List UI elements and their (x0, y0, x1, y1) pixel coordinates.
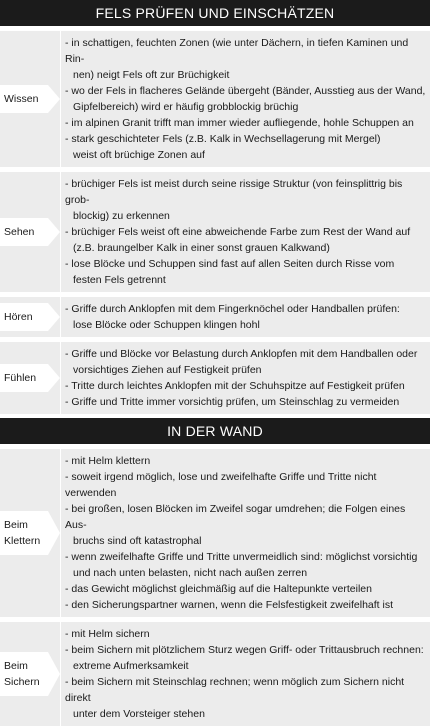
bullet-item (65, 453, 426, 469)
row-label (0, 364, 48, 392)
bullet-text: lose Blöcke und Schuppen sind fast auf allen Seiten durch Risse vom (71, 258, 395, 270)
bullet-dash: - (65, 471, 72, 483)
row-label-text: Beim (4, 519, 28, 531)
bullet-text: (z.B. braungelber Kalk in einer sonst grauen Kalkwand) (73, 242, 330, 254)
bullet-dash: - (65, 599, 72, 611)
bullet-text: im alpinen Granit trifft man immer wieder aufliegende, hohle Schuppen an (71, 117, 414, 129)
bullet-text: festen Fels getrennt (73, 274, 166, 286)
row-label (0, 218, 48, 246)
bullet-text: brüchiger Fels ist meist durch seine rissige Struktur (von feinsplittrig bis grob- (65, 178, 403, 206)
info-row (0, 297, 430, 337)
bullet-item (65, 626, 426, 642)
row-label-column (0, 342, 60, 414)
row-label-column (0, 297, 60, 337)
bullet-dash: - (65, 380, 72, 392)
row-label-text: Hören (4, 311, 33, 323)
bullet-dash: - (65, 455, 72, 467)
bullet-item (65, 301, 426, 333)
section-title-fels: FELS PRÜFEN UND EINSCHÄTZEN (0, 0, 430, 26)
row-label-text: Fühlen (4, 372, 37, 384)
row-label-text: Sichern (4, 676, 40, 688)
bullet-text: soweit irgend möglich, lose und zweifelhafte Griffe und Tritte nicht verwenden (65, 471, 377, 499)
bullet-item (65, 597, 426, 613)
bullet-text: in schattigen, feuchten Zonen (wie unter Dächern, in tiefen Kaminen und Rin- (65, 37, 409, 65)
bullet-item (65, 674, 426, 722)
row-content (60, 342, 430, 414)
bullet-dash: - (65, 583, 72, 595)
row-label (0, 85, 48, 113)
bullet-item (65, 83, 426, 115)
bullet-text: bruchs sind oft katastrophal (73, 535, 202, 547)
bullet-text: extreme Aufmerksamkeit (73, 660, 189, 672)
bullet-text: bei großen, losen Blöcken im Zweifel sogar umdrehen; die Folgen eines Aus- (65, 503, 406, 531)
bullet-text: lose Blöcke oder Schuppen klingen hohl (73, 319, 260, 331)
row-label-text: Wissen (4, 93, 39, 105)
bullet-item (65, 642, 426, 674)
info-row (0, 342, 430, 414)
bullet-item (65, 256, 426, 288)
bullet-text: Tritte durch leichtes Anklopfen mit der Schuhspitze auf Festigkeit prüfen (71, 380, 405, 392)
bullet-text: den Sicherungspartner warnen, wenn die Felsfestigkeit zweifelhaft ist (71, 599, 394, 611)
bullet-item (65, 224, 426, 256)
bullet-text: blockig) zu erkennen (73, 210, 170, 222)
bullet-text: nen) neigt Fels oft zur Brüchigkeit (73, 69, 230, 81)
row-label (0, 652, 48, 696)
row-content (60, 31, 430, 167)
bullet-text: das Gewicht möglichst gleichmäßig auf die Haltepunkte verteilen (71, 583, 372, 595)
bullet-dash: - (65, 644, 72, 656)
row-content (60, 622, 430, 726)
bullet-dash: - (65, 258, 72, 270)
info-row (0, 622, 430, 726)
bullet-text: stark geschichteter Fels (z.B. Kalk in Wechsellagerung mit Mergel) (71, 133, 381, 145)
bullet-text: wo der Fels in flacheres Gelände übergeht (Bänder, Ausstieg aus der Wand, (71, 85, 426, 97)
bullet-item (65, 501, 426, 549)
bullet-item (65, 394, 426, 410)
section-fels (0, 31, 430, 414)
bullet-item (65, 176, 426, 224)
row-label-column (0, 449, 60, 617)
row-label-text: Beim (4, 660, 28, 672)
bullet-dash: - (65, 178, 72, 190)
bullet-text: unter dem Vorsteiger stehen (73, 708, 205, 720)
bullet-text: mit Helm klettern (71, 455, 151, 467)
bullet-text: Griffe und Tritte immer vorsichtig prüfen, um Steinschlag zu vermeiden (71, 396, 400, 408)
bullet-item (65, 581, 426, 597)
bullet-text: weist oft brüchige Zonen auf (73, 149, 205, 161)
bullet-dash: - (65, 117, 72, 129)
info-row (0, 449, 430, 617)
bullet-text: mit Helm sichern (71, 628, 150, 640)
info-row (0, 172, 430, 292)
bullet-item (65, 131, 426, 163)
row-label-column (0, 172, 60, 292)
bullet-dash: - (65, 396, 72, 408)
row-label-column (0, 622, 60, 726)
section-wand (0, 449, 430, 726)
bullet-text: brüchiger Fels weist oft eine abweichende Farbe zum Rest der Wand auf (71, 226, 411, 238)
bullet-dash: - (65, 303, 72, 315)
bullet-dash: - (65, 226, 72, 238)
bullet-dash: - (65, 348, 72, 360)
bullet-text: und nach unten belasten, nicht nach außen zerren (73, 567, 308, 579)
row-label-text: Klettern (4, 535, 41, 547)
section-title-wand: IN DER WAND (0, 418, 430, 444)
bullet-text: vorsichtiges Ziehen auf Festigkeit prüfen (73, 364, 262, 376)
info-row (0, 31, 430, 167)
row-label-column (0, 31, 60, 167)
row-label (0, 511, 48, 555)
bullet-dash: - (65, 503, 72, 515)
bullet-text: Griffe durch Anklopfen mit dem Fingerknöchel oder Handballen prüfen: (71, 303, 400, 315)
bullet-text: beim Sichern mit plötzlichem Sturz wegen Griff- oder Trittausbruch rechnen: (71, 644, 424, 656)
row-label-text: Sehen (4, 226, 35, 238)
bullet-item (65, 378, 426, 394)
bullet-dash: - (65, 676, 72, 688)
row-content (60, 172, 430, 292)
bullet-text: Griffe und Blöcke vor Belastung durch Anklopfen mit dem Handballen oder (71, 348, 418, 360)
bullet-item (65, 115, 426, 131)
bullet-text: wenn zweifelhafte Griffe und Tritte unvermeidlich sind: möglichst vorsichtig (71, 551, 418, 563)
bullet-item (65, 469, 426, 501)
bullet-text: Gipfelbereich) wird er häufig grobblockig brüchig (73, 101, 299, 113)
bullet-text: beim Sichern mit Steinschlag rechnen; wenn möglich zum Sichern nicht direkt (65, 676, 405, 704)
bullet-dash: - (65, 37, 72, 49)
bullet-item (65, 346, 426, 378)
bullet-dash: - (65, 133, 72, 145)
bullet-item (65, 549, 426, 581)
bullet-dash: - (65, 85, 72, 97)
row-content (60, 297, 430, 337)
bullet-dash: - (65, 628, 72, 640)
row-label (0, 303, 48, 331)
bullet-dash: - (65, 551, 72, 563)
bullet-item (65, 35, 426, 83)
row-content (60, 449, 430, 617)
